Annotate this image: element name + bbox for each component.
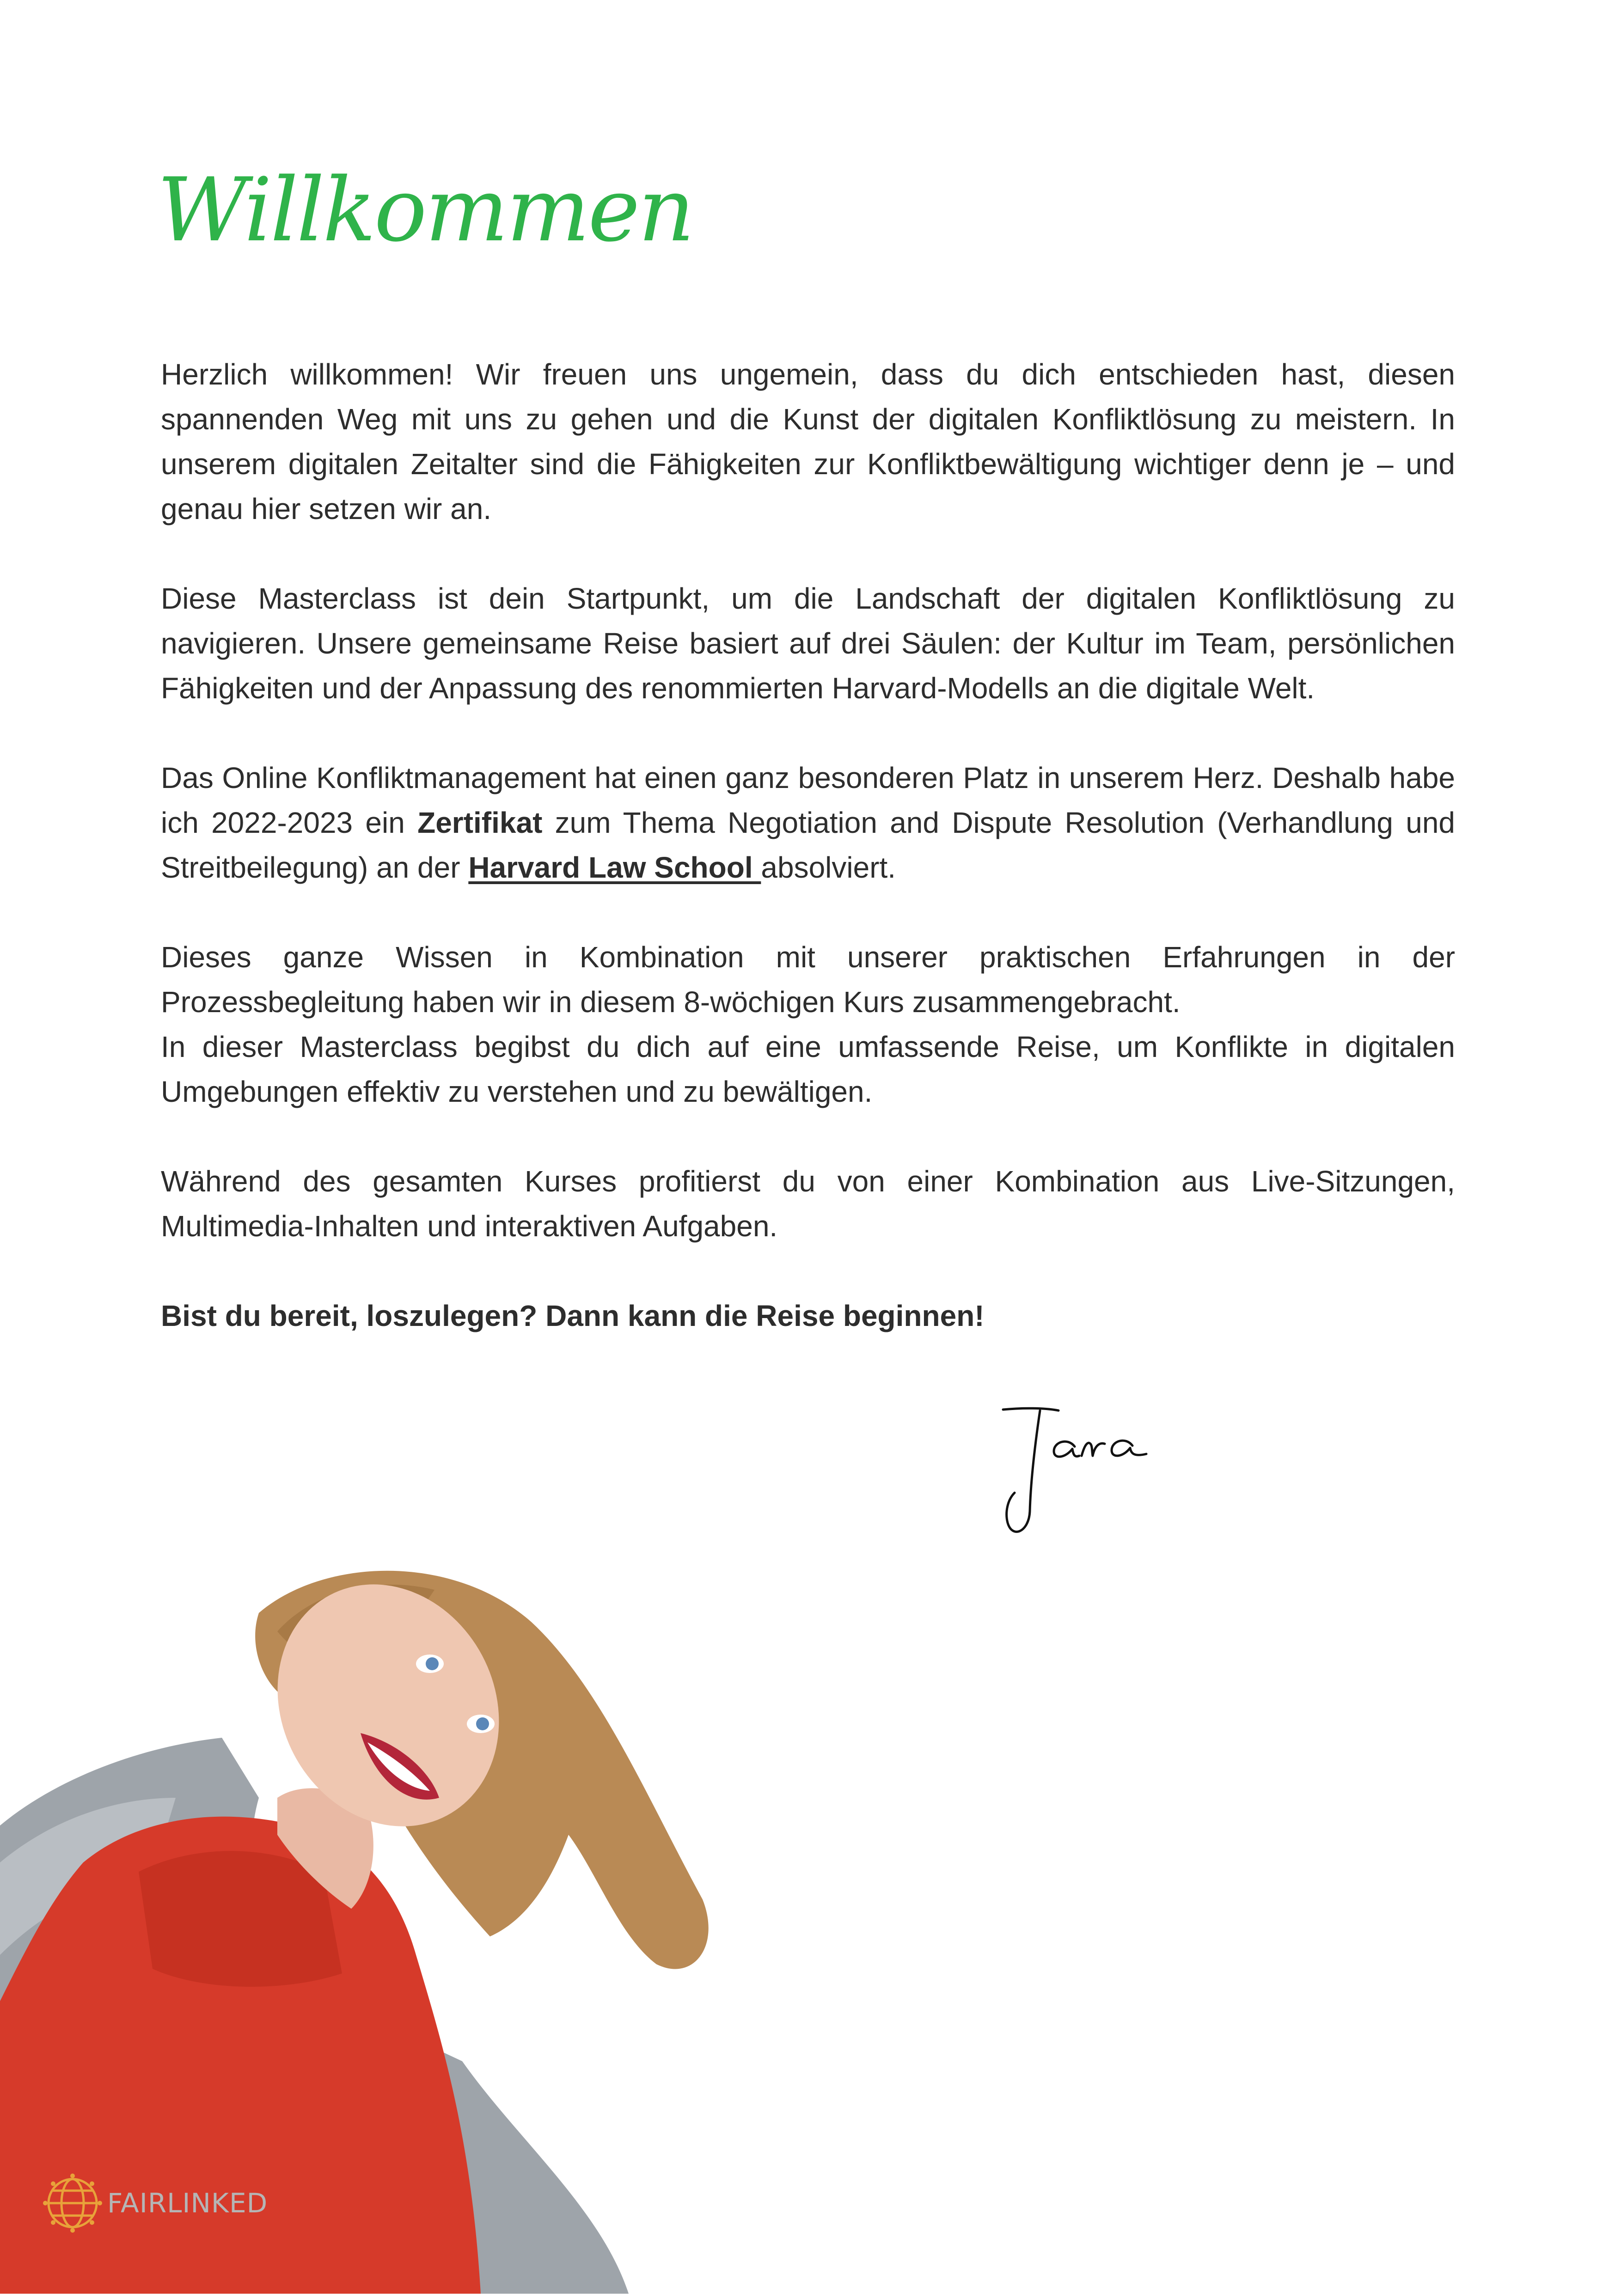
paragraph-certificate (161, 756, 1455, 890)
signature-image (994, 1405, 1188, 1544)
closing-line: Bist du bereit, loszulegen? Dann kann die Reise beginnen! (161, 1299, 985, 1332)
paragraph-masterclass: Diese Masterclass ist dein Startpunkt, um die Landschaft der digitalen Konfliktlösung zu navigieren. Unsere gemeinsame Reise basiert auf drei Säulen: der Kultur im Team, persönlichen Fähigkeiten und der Anpassung des renommierten Harvard-Modells an die digitale Welt. (161, 582, 1455, 705)
certificate-text-1: Das Online Konfliktmanagement hat einen ganz besonderen Platz in unserem Herz. Deshalb habe ich 2022-2023 ein (161, 761, 1455, 839)
welcome-text (161, 352, 1455, 1383)
harvard-law-school-link[interactable]: Harvard Law School (468, 851, 761, 884)
page-title: Willkommen (157, 159, 693, 261)
paragraph-course-format: Während des gesamten Kurses profitierst du von einer Kombination aus Live-Sitzungen, Multimedia-Inhalten und interaktiven Aufgaben. (161, 1165, 1455, 1243)
certificate-text-3: absolviert. (761, 851, 896, 884)
brand-name: FAIRLINKED (107, 2187, 268, 2219)
signature (994, 1405, 1188, 1546)
brand-logo (43, 2173, 268, 2233)
paragraph-journey: In dieser Masterclass begibst du dich auf eine umfassende Reise, um Konflikte in digitalen Umgebungen effektiv zu verstehen und zu bewältigen. (161, 1030, 1455, 1108)
paragraph-knowledge: Dieses ganze Wissen in Kombination mit unserer praktischen Erfahrungen in der Prozessbegleitung haben wir in diesem 8-wöchigen Kurs zusammengebracht. (161, 940, 1455, 1019)
paragraph-intro: Herzlich willkommen! Wir freuen uns ungemein, dass du dich entschieden hast, diesen spannenden Weg mit uns zu gehen und die Kunst der digitalen Konfliktlösung zu meistern. In unserem digitalen Zeitalter sind die Fähigkeiten zur Konfliktbewältigung wichtiger denn je – und genau hier setzen wir an. (161, 358, 1455, 525)
certificate-text-2: zum Thema Negotiation and Dispute Resolution (Verhandlung und Streitbeilegung) an der (161, 806, 1456, 884)
globe-icon (43, 2173, 103, 2233)
certificate-bold: Zertifikat (417, 806, 543, 839)
